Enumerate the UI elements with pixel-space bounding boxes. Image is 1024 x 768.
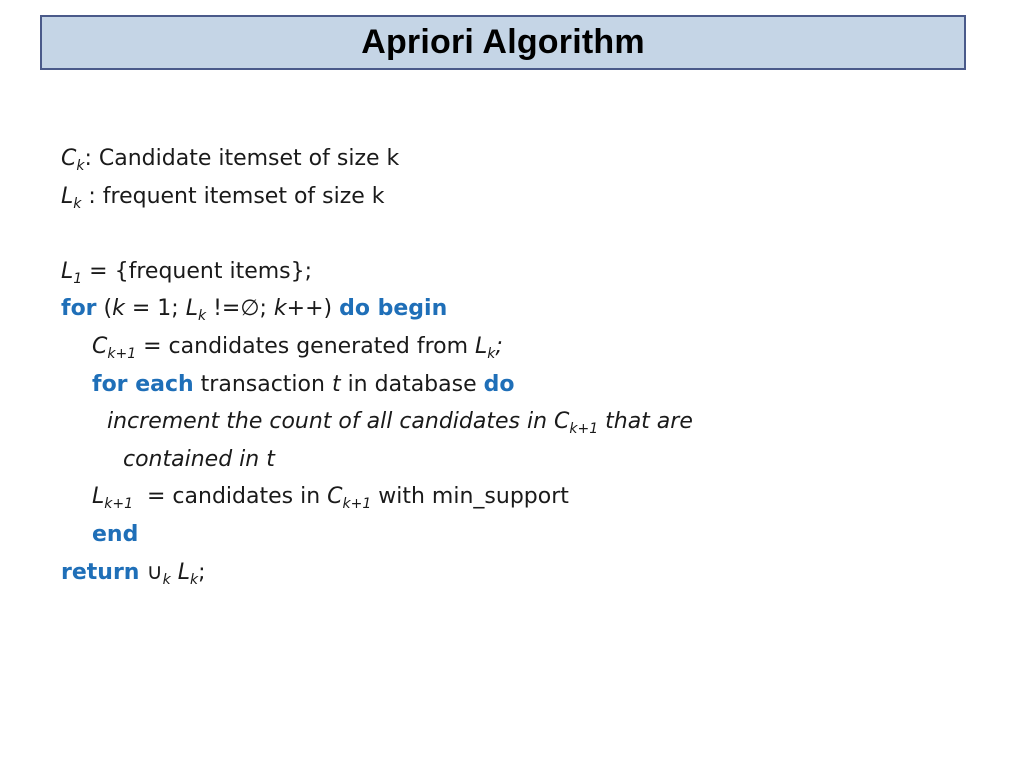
algo-generate-text: = candidates generated from [136, 333, 476, 359]
contained-text: contained in t [123, 446, 275, 472]
filter-text2: with min_support [371, 484, 569, 510]
keyword-do-begin: do begin [339, 296, 448, 322]
definition-ck-text: : Candidate itemset of size k [84, 146, 400, 171]
algo-foreach-line [61, 366, 961, 404]
var-l: L [61, 258, 74, 284]
slide-title: Apriori Algorithm [361, 23, 645, 61]
var-l: L [177, 559, 190, 585]
var-l: L [92, 484, 105, 510]
subscript-k: k [73, 195, 82, 212]
var-l: L [61, 183, 74, 209]
loop-close: ++) [286, 296, 340, 322]
foreach-text: transaction [193, 371, 332, 397]
var-c: C [61, 146, 77, 171]
keyword-do: do [483, 371, 515, 397]
var-c: C [327, 484, 343, 510]
subscript-k: k [189, 571, 199, 588]
subscript-k-plus-1: k+1 [342, 496, 372, 513]
algo-end-line [61, 516, 961, 554]
subscript-k: k [197, 308, 207, 325]
keyword-end: end [92, 521, 139, 547]
subscript-k: k [162, 571, 171, 588]
subscript-k-plus-1: k+1 [107, 345, 137, 362]
semicolon: ; [198, 559, 206, 585]
var-t: t [331, 371, 341, 397]
increment-text: increment the count of all candidates in C [107, 409, 570, 435]
definition-lk-text: : frequent itemset of size k [81, 183, 385, 209]
foreach-text2: in database [340, 371, 484, 397]
algo-contained-line [61, 441, 961, 479]
keyword-return: return [61, 559, 140, 585]
title-bar [40, 15, 966, 70]
definition-lk [61, 178, 961, 216]
subscript-1: 1 [73, 270, 83, 287]
loop-open: ( [96, 296, 113, 322]
subscript-k-plus-1: k+1 [104, 496, 134, 513]
definition-ck [61, 140, 961, 178]
var-l: L [475, 333, 488, 359]
subscript-k: k [487, 345, 496, 362]
keyword-for: for [61, 296, 97, 322]
algo-filter-line [61, 478, 961, 516]
blank-line [61, 215, 961, 253]
algo-generate-line [61, 328, 961, 366]
subscript-k-plus-1: k+1 [569, 421, 599, 438]
filter-text: = candidates in [133, 484, 328, 510]
increment-text2: that are [598, 409, 693, 435]
subscript-k: k [76, 158, 85, 174]
semicolon: ; [495, 333, 503, 359]
union-symbol: ∪ [139, 559, 163, 585]
keyword-for-each: for each [92, 371, 194, 397]
algo-for-loop-line [61, 290, 961, 328]
loop-mid2: !=∅; [206, 296, 274, 322]
var-c: C [92, 333, 108, 359]
slide-content [61, 140, 961, 591]
var-k: k [112, 296, 125, 322]
var-k: k [273, 296, 287, 322]
algo-increment-line [61, 403, 961, 441]
algo-return-line [61, 554, 961, 592]
algo-init-text: = {frequent items}; [82, 258, 313, 284]
algo-init-line [61, 253, 961, 291]
loop-mid1: = 1; [124, 296, 186, 322]
space [171, 560, 178, 585]
var-l: L [185, 296, 198, 322]
